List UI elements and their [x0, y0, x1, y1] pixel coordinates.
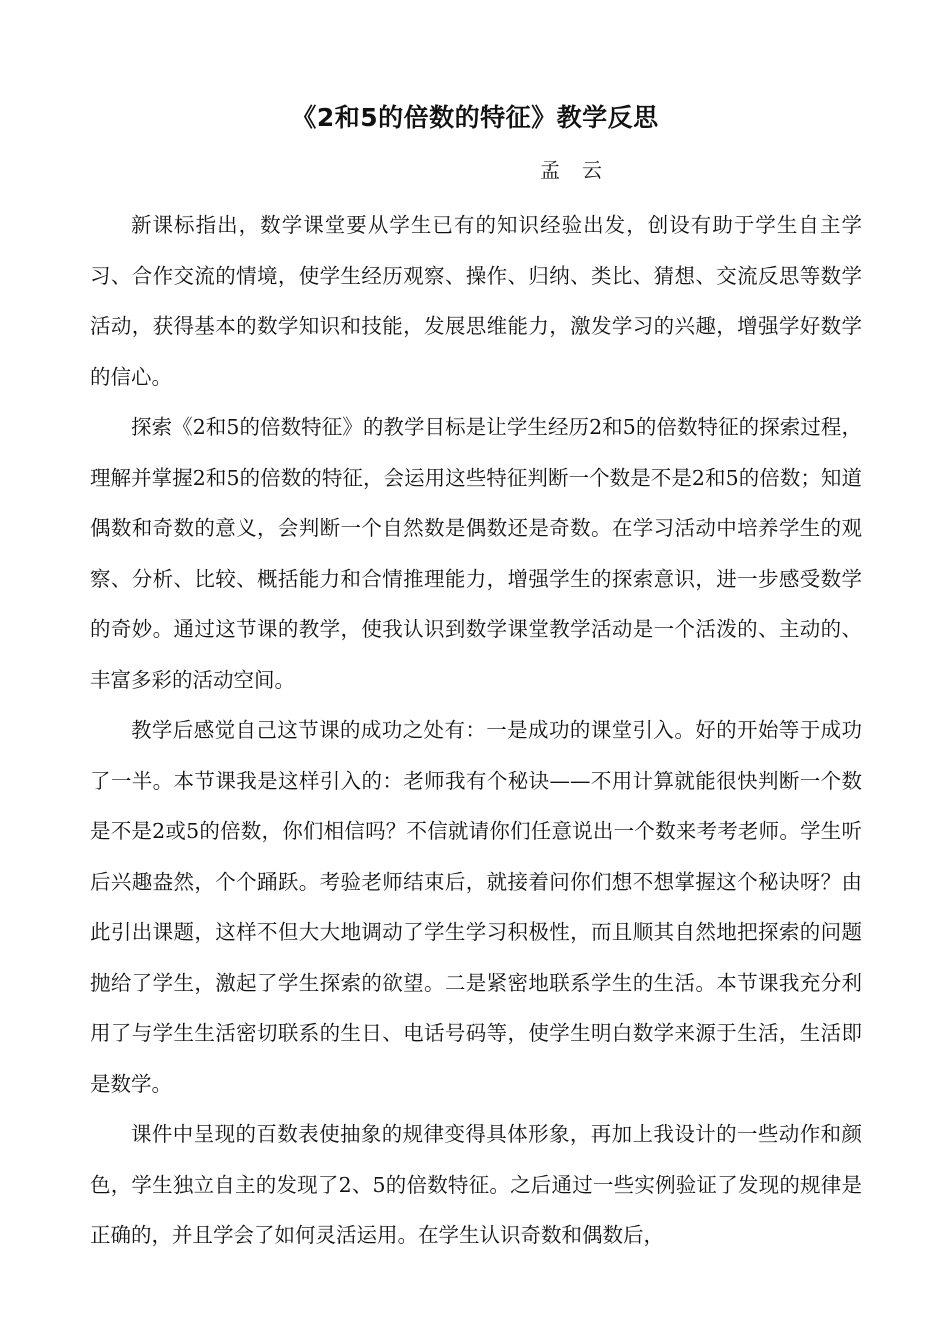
paragraph: 课件中呈现的百数表使抽象的规律变得具体形象，再加上我设计的一些动作和颜色，学生独立自主的发现了2、5的倍数特征。之后通过一些实例验证了发现的规律是正确的，并且学会了如何灵活运用。在学生认识奇数和偶数后， — [90, 1122, 862, 1247]
document-author: 孟云 — [540, 158, 624, 182]
document-title: 《2和5的倍数的特征》教学反思 — [291, 103, 659, 132]
paragraph: 教学后感觉自己这节课的成功之处有：一是成功的课堂引入。好的开始等于成功了一半。本节课我是这样引入的：老师我有个秘诀——不用计算就能很快判断一个数是不是2或5的倍数，你们相信吗？不信就请你们任意说出一个数来考考老师。学生听后兴趣盎然，个个踊跃。考验老师结束后，就接着问你们想不想掌握这个秘诀呀？由此引出课题，这样不但大大地调动了学生学习积极性，而且顺其自然地把探索的问题抛给了学生，激起了学生探索的欲望。二是紧密地联系学生的生活。本节课我充分利用了与学生生活密切联系的生日、电话号码等，使学生明白数学来源于生活，生活即是数学。 — [90, 718, 862, 1096]
document-body — [90, 200, 862, 1261]
paragraph: 探索《2和5的倍数特征》的教学目标是让学生经历2和5的倍数特征的探索过程，理解并掌握2和5的倍数的特征，会运用这些特征判断一个数是不是2和5的倍数；知道偶数和奇数的意义，会判断一个自然数是偶数还是奇数。在学习活动中培养学生的观察、分析、比较、概括能力和合情推理能力，增强学生的探索意识，进一步感受数学的奇妙。通过这节课的教学，使我认识到数学课堂教学活动是一个活泼的、主动的、丰富多彩的活动空间。 — [90, 415, 862, 692]
paragraph: 新课标指出，数学课堂要从学生已有的知识经验出发，创设有助于学生自主学习、合作交流的情境，使学生经历观察、操作、归纳、类比、猜想、交流反思等数学活动，获得基本的数学知识和技能，发展思维能力，激发学习的兴趣，增强学好数学的信心。 — [90, 213, 862, 389]
